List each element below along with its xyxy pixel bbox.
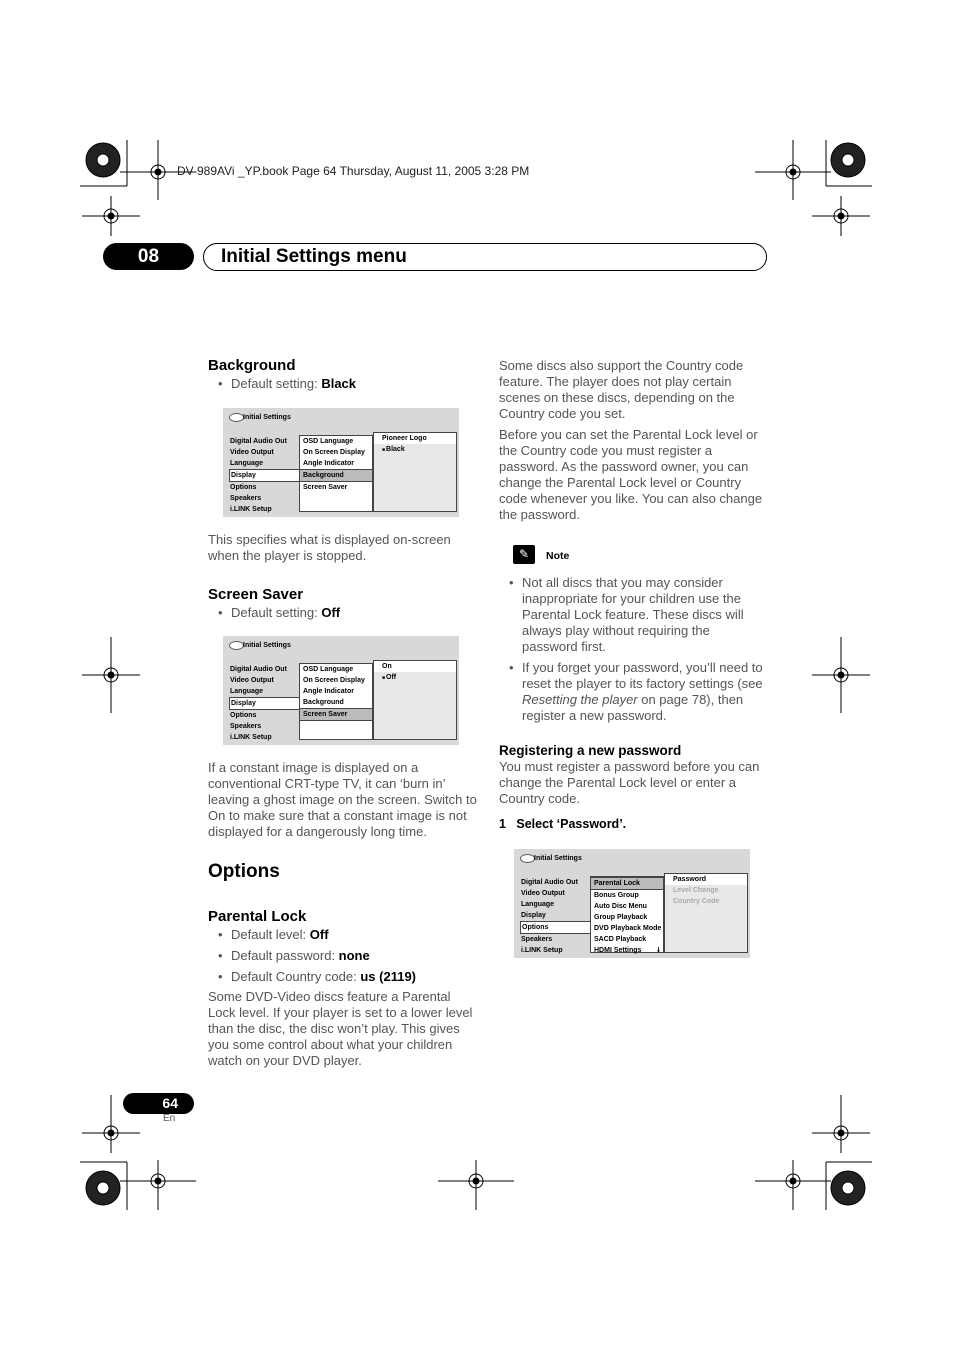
menu-item-selected: Options <box>520 921 592 934</box>
osd-value-panel <box>373 432 457 512</box>
disc-icon <box>229 413 244 422</box>
osd-screen-background <box>223 408 459 517</box>
screen-saver-default: • Default setting: Off <box>208 605 476 621</box>
note-label: Note <box>546 550 570 562</box>
submenu-item-selected: Screen Saver <box>299 708 373 721</box>
menu-item: i.LINK Setup <box>230 506 272 513</box>
value-item: On <box>374 661 456 672</box>
submenu-item: SACD Playback <box>594 936 647 943</box>
register-heading: Registering a new password <box>499 743 682 758</box>
submenu-item: Group Playback <box>594 914 648 921</box>
chapter-title: Initial Settings menu <box>221 246 407 267</box>
osd-title: Initial Settings <box>243 414 291 421</box>
menu-item: Digital Audio Out <box>230 438 287 445</box>
background-section <box>208 357 476 392</box>
osd-value-panel <box>664 873 748 953</box>
background-body: This specifies what is displayed on-screen when the player is stopped. <box>208 532 451 563</box>
parental-lock-body: Some DVD-Video discs feature a Parental Lock level. If your player is set to a lower level than the disc, the disc won’t play. This gives you some control about what your children watch on your DVD player. <box>208 989 473 1068</box>
pencil-icon: ✎ <box>513 545 535 564</box>
value-item: Pioneer Logo <box>374 433 456 444</box>
disc-icon <box>229 641 244 650</box>
submenu-item: OSD Language <box>303 438 354 445</box>
menu-item: Language <box>230 688 264 695</box>
value-item-disabled: Level Change <box>673 887 719 894</box>
osd-main-menu <box>229 436 301 515</box>
menu-item: Video Output <box>230 677 274 684</box>
default-country-code: • Default Country code: us (2119) <box>208 969 478 985</box>
osd-submenu <box>590 876 664 953</box>
value-item-current: ■ Black <box>374 444 456 455</box>
file-header: DV-989AVi _YP.book Page 64 Thursday, August 11, 2005 3:28 PM <box>177 164 530 178</box>
menu-item: Digital Audio Out <box>521 879 578 886</box>
parental-lock-section <box>208 908 478 1069</box>
options-heading: Options <box>208 861 280 882</box>
arrow-down-icon: 🠗 <box>656 947 660 954</box>
page-number: 64 <box>162 1095 178 1111</box>
screen-saver-section <box>208 586 476 621</box>
osd-main-menu <box>520 877 592 956</box>
submenu-item: Screen Saver <box>303 484 348 491</box>
register-section <box>499 743 767 831</box>
screen-saver-body: If a constant image is displayed on a conventional CRT-type TV, it can ‘burn in’ leaving a ghost image on the screen. Switch to On to make sure that a constant image is not displayed for a dangerously long time. <box>208 760 477 839</box>
submenu-item-selected: Background <box>299 469 373 482</box>
disc-icon <box>520 854 535 863</box>
osd-title: Initial Settings <box>243 642 291 649</box>
submenu-item: Bonus Group <box>594 892 639 899</box>
menu-item: Video Output <box>521 890 565 897</box>
submenu-item: OSD Language <box>303 666 354 673</box>
submenu-item: On Screen Display <box>303 449 365 456</box>
menu-item: Video Output <box>230 449 274 456</box>
menu-item: Options <box>230 484 257 491</box>
submenu-item: HDMI Settings 🠗 <box>594 947 660 954</box>
background-default: • Default setting: Black <box>208 376 476 392</box>
menu-item: i.LINK Setup <box>230 734 272 741</box>
background-heading: Background <box>208 357 296 374</box>
menu-item: Display <box>521 912 546 919</box>
menu-item: i.LINK Setup <box>521 947 563 954</box>
default-password: • Default password: none <box>208 948 478 964</box>
value-item-current: ■ Off <box>374 672 456 683</box>
osd-main-menu <box>229 664 301 743</box>
submenu-item: Auto Disc Menu <box>594 903 647 910</box>
menu-item: Language <box>230 460 264 467</box>
menu-item: Options <box>230 712 257 719</box>
note-item: • Not all discs that you may consider inappropriate for your children use the Parental Lock feature. These discs will always play without requiring the password first. <box>499 575 767 655</box>
menu-item: Speakers <box>230 495 262 502</box>
note-list <box>499 575 767 729</box>
menu-item-selected: Display <box>229 469 301 482</box>
chapter-number: 08 <box>103 243 194 270</box>
osd-screen-saver <box>223 636 459 745</box>
value-item-disabled: Country Code <box>673 898 720 905</box>
submenu-item: Angle Indicator <box>303 688 354 695</box>
country-code-paragraph: Some discs also support the Country code feature. The player does not play certain scenes on these discs, depending on the Country code you set. <box>499 358 744 421</box>
menu-item: Language <box>521 901 555 908</box>
default-level: • Default level: Off <box>208 927 478 943</box>
submenu-item: On Screen Display <box>303 677 365 684</box>
osd-submenu <box>299 663 373 740</box>
osd-submenu <box>299 435 373 512</box>
note-item: • If you forget your password, you’ll need to reset the player to its factory settings (see Resetting the player on page 78), then register a new password. <box>499 660 767 724</box>
menu-item: Digital Audio Out <box>230 666 287 673</box>
step-1: 1 Select ‘Password’. <box>499 817 627 831</box>
osd-value-panel <box>373 660 457 740</box>
parental-lock-heading: Parental Lock <box>208 908 307 925</box>
page-number-badge <box>123 1093 194 1114</box>
osd-options <box>514 849 750 958</box>
menu-item: Speakers <box>230 723 262 730</box>
menu-item-selected: Display <box>229 697 301 710</box>
value-item-selected: Password <box>665 874 747 885</box>
submenu-item: Background <box>303 699 344 706</box>
screen-saver-heading: Screen Saver <box>208 586 304 603</box>
submenu-item-selected: Parental Lock <box>590 877 664 890</box>
submenu-item: DVD Playback Mode <box>594 925 662 932</box>
menu-item: Speakers <box>521 936 553 943</box>
password-paragraph: Before you can set the Parental Lock level or the Country code you must register a password. As the password owner, you can change the Parental Lock level or Country code whenever you like. You can also change the password. <box>499 427 763 522</box>
register-body: You must register a password before you can change the Parental Lock level or enter a Country code. <box>499 759 760 806</box>
osd-title: Initial Settings <box>534 855 582 862</box>
submenu-item: Angle Indicator <box>303 460 354 467</box>
language-code: En <box>163 1113 176 1124</box>
